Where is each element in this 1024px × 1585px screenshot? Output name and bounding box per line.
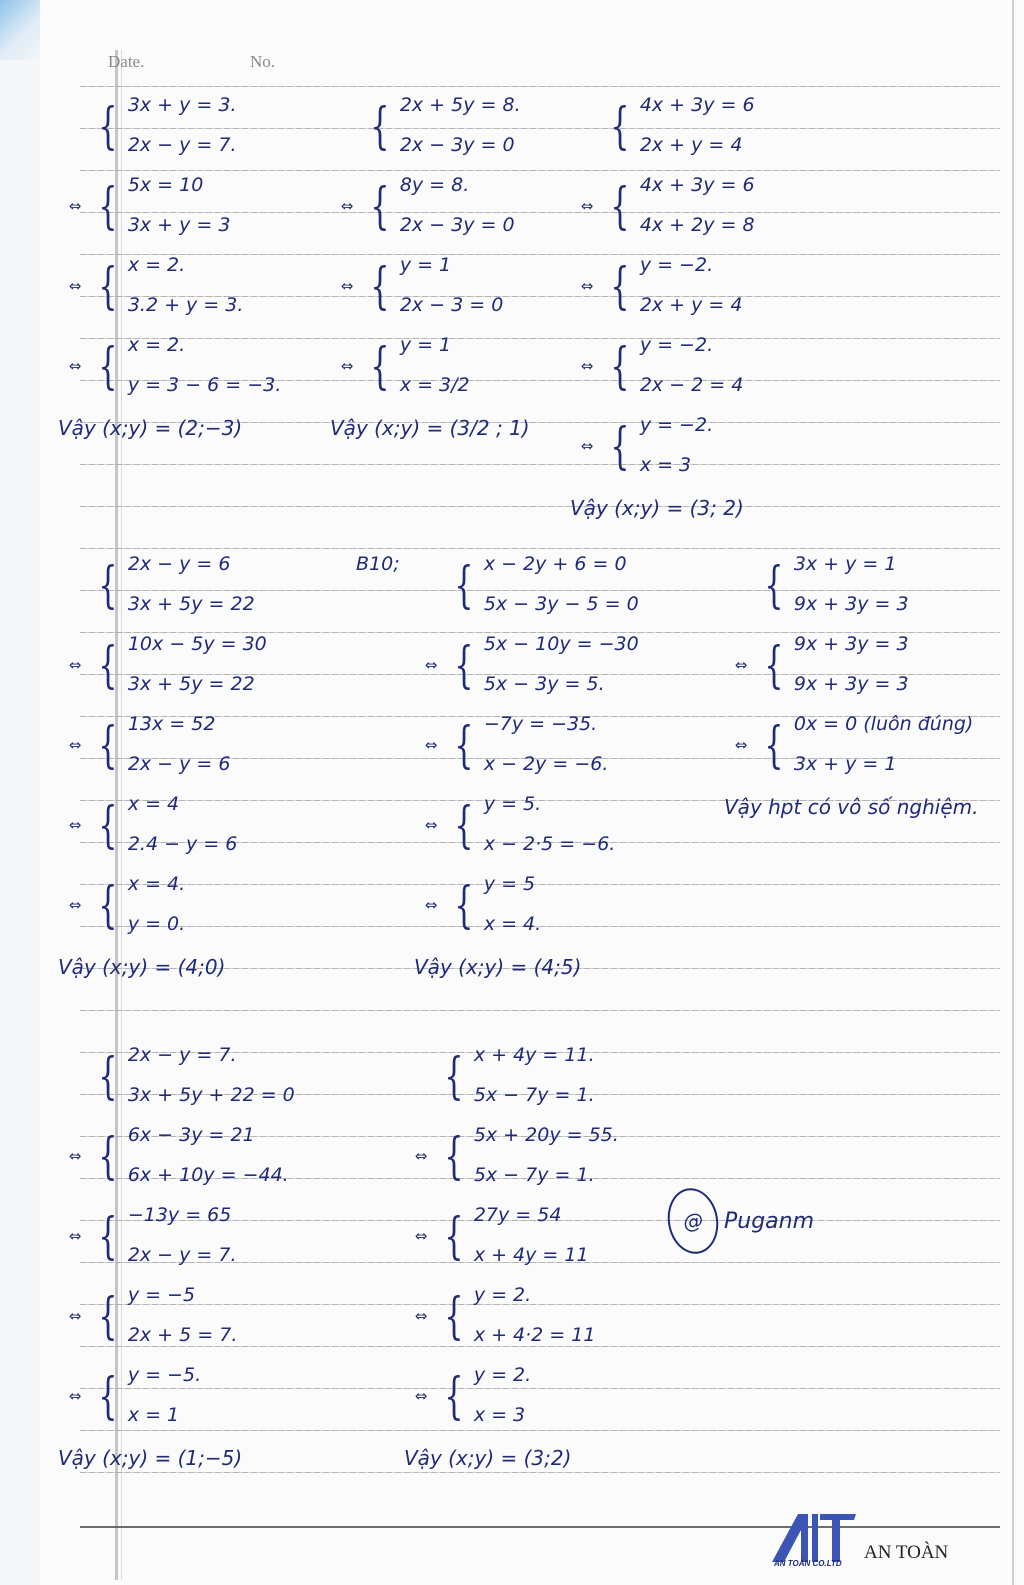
brace-icon: { <box>454 556 474 614</box>
equation-system <box>570 166 755 246</box>
equation-system <box>58 246 281 326</box>
equation: 2x − y = 6 <box>127 553 231 575</box>
brace-icon: { <box>98 177 118 235</box>
equation: 2x − y = 6 <box>127 753 231 775</box>
brace-icon: { <box>98 636 118 694</box>
equation: x − 2·5 = −6. <box>483 833 616 855</box>
equivalence-arrow-icon: ⇔ <box>414 1227 428 1245</box>
brace-icon: { <box>98 556 118 614</box>
equation-system <box>724 625 978 705</box>
equation: x − 2y = −6. <box>483 753 609 775</box>
brace-icon: { <box>98 876 118 934</box>
equation: 4x + 3y = 6 <box>639 174 755 196</box>
equivalence-arrow-icon: ⇔ <box>340 357 354 375</box>
equation: x = 3 <box>473 1404 526 1426</box>
brace-icon: { <box>98 257 118 315</box>
brace-icon: { <box>610 417 630 475</box>
signature-circle: @ <box>663 1184 724 1258</box>
equation: 2x − y = 7. <box>127 1044 237 1066</box>
equation: 2x + y = 4 <box>639 134 743 156</box>
brace-icon: { <box>764 636 784 694</box>
equation-system <box>58 326 281 406</box>
equation-system <box>570 246 755 326</box>
brace-icon: { <box>764 716 784 774</box>
equation: 5x − 10y = −30 <box>483 633 639 655</box>
equivalence-arrow-icon: ⇔ <box>68 197 82 215</box>
equation-system <box>330 166 530 246</box>
brace-icon: { <box>610 97 630 155</box>
brace-icon: { <box>98 1287 118 1345</box>
equation-system <box>58 86 281 166</box>
brace-icon: { <box>98 1047 118 1105</box>
equation: x = 4. <box>127 873 186 895</box>
equation-system <box>724 545 978 625</box>
brace-icon: { <box>610 257 630 315</box>
equivalence-arrow-icon: ⇔ <box>414 1307 428 1325</box>
equation: 8y = 8. <box>399 174 470 196</box>
brace-icon: { <box>98 716 118 774</box>
equation-system <box>58 1356 295 1436</box>
equation: x + 4y = 11 <box>473 1244 589 1266</box>
problem-8 <box>404 1036 619 1482</box>
equivalence-arrow-icon: ⇔ <box>340 277 354 295</box>
equation: 0x = 0 (luôn đúng) <box>793 713 974 735</box>
equivalence-arrow-icon: ⇔ <box>424 816 438 834</box>
equation-system <box>58 625 267 705</box>
brace-icon: { <box>370 257 390 315</box>
equation: y = 5. <box>483 793 542 815</box>
equation: 3.2 + y = 3. <box>127 294 244 316</box>
equation-system <box>58 1276 295 1356</box>
brace-icon: { <box>454 636 474 694</box>
equation: x = 4 <box>127 793 180 815</box>
equation-system <box>404 1116 619 1196</box>
equation: x = 4. <box>483 913 542 935</box>
equation: y = 3 − 6 = −3. <box>127 374 282 396</box>
brand-logo-icon <box>768 1510 858 1568</box>
equation: y = 0. <box>127 913 186 935</box>
brand-footer <box>768 1510 948 1568</box>
brace-icon: { <box>444 1367 464 1425</box>
equation-system <box>414 705 639 785</box>
equation: 4x + 3y = 6 <box>639 94 755 116</box>
equation: 2x + 5 = 7. <box>127 1324 238 1346</box>
equation: 27y = 54 <box>473 1204 562 1226</box>
equivalence-arrow-icon: ⇔ <box>68 1227 82 1245</box>
problem-7 <box>58 1036 295 1482</box>
equation: 2x − 2 = 4 <box>639 374 744 396</box>
equation: 4x + 2y = 8 <box>639 214 755 236</box>
equation-system <box>570 86 755 166</box>
signature-name: Puganm <box>724 1208 815 1234</box>
date-label: Date. <box>108 52 145 71</box>
equation-system <box>58 865 267 945</box>
equation: x + 4y = 11. <box>473 1044 595 1066</box>
equation: 3x + y = 1 <box>793 753 897 775</box>
solution-conclusion: Vậy (x;y) = (3/2 ; 1) <box>330 416 530 440</box>
equivalence-arrow-icon: ⇔ <box>580 197 594 215</box>
equivalence-arrow-icon: ⇔ <box>68 656 82 674</box>
equation: 9x + 3y = 3 <box>793 673 909 695</box>
equation-system <box>58 1196 295 1276</box>
equation-system <box>58 1036 295 1116</box>
equation: 5x − 3y = 5. <box>483 673 605 695</box>
equivalence-arrow-icon: ⇔ <box>424 736 438 754</box>
equation: 9x + 3y = 3 <box>793 593 909 615</box>
equation: x = 3/2 <box>399 374 470 396</box>
equation-system <box>414 625 639 705</box>
brace-icon: { <box>454 796 474 854</box>
brace-icon: { <box>98 97 118 155</box>
brace-icon: { <box>98 796 118 854</box>
page-edge <box>1012 0 1014 1585</box>
equation: x = 2. <box>127 334 186 356</box>
solution-conclusion: Vậy (x;y) = (4;0) <box>58 955 226 979</box>
solution-conclusion: Vậy (x;y) = (3;2) <box>404 1446 572 1470</box>
solution-conclusion: Vậy (x;y) = (1;−5) <box>58 1446 243 1470</box>
ruled-line <box>80 464 1000 465</box>
brace-icon: { <box>454 716 474 774</box>
section-label: B10; <box>356 553 400 575</box>
equation-system <box>58 705 267 785</box>
brace-icon: { <box>444 1127 464 1185</box>
equation: 3x + y = 3. <box>127 94 237 116</box>
equation-system <box>404 1196 619 1276</box>
equation: −7y = −35. <box>483 713 598 735</box>
equivalence-arrow-icon: ⇔ <box>68 277 82 295</box>
no-label: No. <box>250 52 276 71</box>
equivalence-arrow-icon: ⇔ <box>68 1147 82 1165</box>
equation: y = −5 <box>127 1284 196 1306</box>
brace-icon: { <box>370 177 390 235</box>
brace-icon: { <box>98 1367 118 1425</box>
brace-icon: { <box>444 1207 464 1265</box>
problem-1 <box>58 86 281 452</box>
ruled-line <box>80 506 1000 507</box>
equation-system <box>570 406 755 486</box>
equation-system <box>570 326 755 406</box>
equation: x + 4·2 = 11 <box>473 1324 596 1346</box>
equation-system <box>330 326 530 406</box>
equation: 3x + 5y = 22 <box>127 593 255 615</box>
equivalence-arrow-icon: ⇔ <box>68 816 82 834</box>
equation: 5x − 7y = 1. <box>473 1164 595 1186</box>
equation: 3x + y = 3 <box>127 214 231 236</box>
equation: y = −2. <box>639 334 714 356</box>
equation: y = 1 <box>399 254 452 276</box>
equation: 2x − 3y = 0 <box>399 214 515 236</box>
solution-conclusion: Vậy (x;y) = (2;−3) <box>58 416 243 440</box>
equation: 2x + y = 4 <box>639 294 743 316</box>
equation: 5x = 10 <box>127 174 204 196</box>
equation: y = −5. <box>127 1364 202 1386</box>
brace-icon: { <box>98 337 118 395</box>
brace-icon: { <box>610 177 630 235</box>
brace-icon: { <box>98 1207 118 1265</box>
equation-system <box>404 1276 619 1356</box>
equation: x = 1 <box>127 1404 180 1426</box>
brand-logo-subtitle: AN TOÀN CO.LTD <box>774 1559 842 1568</box>
equivalence-arrow-icon: ⇔ <box>68 896 82 914</box>
equation: 2x − 3 = 0 <box>399 294 504 316</box>
equivalence-arrow-icon: ⇔ <box>68 1387 82 1405</box>
equation: 5x + 20y = 55. <box>473 1124 619 1146</box>
equivalence-arrow-icon: ⇔ <box>734 656 748 674</box>
equation: −13y = 65 <box>127 1204 232 1226</box>
equation: 2x − 3y = 0 <box>399 134 515 156</box>
equation: y = 2. <box>473 1364 532 1386</box>
equation: y = −2. <box>639 414 714 436</box>
problem-5 <box>414 545 639 991</box>
brand-name: AN TOÀN <box>864 1542 949 1563</box>
problem-4 <box>58 545 267 991</box>
brace-icon: { <box>444 1047 464 1105</box>
equation: 3x + 5y + 22 = 0 <box>127 1084 295 1106</box>
equation: y = 2. <box>473 1284 532 1306</box>
equivalence-arrow-icon: ⇔ <box>424 896 438 914</box>
equivalence-arrow-icon: ⇔ <box>734 736 748 754</box>
equation-system <box>58 545 267 625</box>
equivalence-arrow-icon: ⇔ <box>424 656 438 674</box>
equation: 2x − y = 7. <box>127 134 237 156</box>
equation-system <box>58 166 281 246</box>
equivalence-arrow-icon: ⇔ <box>68 357 82 375</box>
problem-3 <box>570 86 755 532</box>
equation: 5x − 3y − 5 = 0 <box>483 593 639 615</box>
brace-icon: { <box>444 1287 464 1345</box>
equation: 2.4 − y = 6 <box>127 833 238 855</box>
equation: 10x − 5y = 30 <box>127 633 267 655</box>
equation: y = −2. <box>639 254 714 276</box>
equivalence-arrow-icon: ⇔ <box>414 1387 428 1405</box>
ruled-line <box>80 1010 1000 1011</box>
equation-system <box>58 1116 295 1196</box>
equivalence-arrow-icon: ⇔ <box>68 736 82 754</box>
equation: 6x + 10y = −44. <box>127 1164 289 1186</box>
equation-system <box>330 86 530 166</box>
equation: x = 3 <box>639 454 692 476</box>
brace-icon: { <box>764 556 784 614</box>
equation: 9x + 3y = 3 <box>793 633 909 655</box>
equation-system <box>330 246 530 326</box>
equivalence-arrow-icon: ⇔ <box>340 197 354 215</box>
brace-icon: { <box>370 97 390 155</box>
equation: 2x + 5y = 8. <box>399 94 521 116</box>
equation: 13x = 52 <box>127 713 216 735</box>
equivalence-arrow-icon: ⇔ <box>580 357 594 375</box>
equation-system <box>404 1036 619 1116</box>
equation-system <box>414 785 639 865</box>
equivalence-arrow-icon: ⇔ <box>580 277 594 295</box>
equation: x = 2. <box>127 254 186 276</box>
equation-system <box>58 785 267 865</box>
problem-6 <box>724 545 978 831</box>
brace-icon: { <box>610 337 630 395</box>
equation: x − 2y + 6 = 0 <box>483 553 627 575</box>
signature <box>668 1188 814 1254</box>
equation: 6x − 3y = 21 <box>127 1124 255 1146</box>
equivalence-arrow-icon: ⇔ <box>414 1147 428 1165</box>
solution-conclusion: Vậy hpt có vô số nghiệm. <box>724 795 979 819</box>
solution-conclusion: Vậy (x;y) = (3; 2) <box>570 496 744 520</box>
brace-icon: { <box>370 337 390 395</box>
equation: 3x + y = 1 <box>793 553 897 575</box>
equation-system <box>404 1356 619 1436</box>
equation: 3x + 5y = 22 <box>127 673 255 695</box>
equivalence-arrow-icon: ⇔ <box>68 1307 82 1325</box>
equation: y = 5 <box>483 873 536 895</box>
equation: 5x − 7y = 1. <box>473 1084 595 1106</box>
brace-icon: { <box>454 876 474 934</box>
solution-conclusion: Vậy (x;y) = (4;5) <box>414 955 582 979</box>
equation-system <box>414 865 639 945</box>
equation-system <box>414 545 639 625</box>
equation: y = 1 <box>399 334 452 356</box>
equation-system <box>724 705 978 785</box>
equivalence-arrow-icon: ⇔ <box>580 437 594 455</box>
equation: 2x − y = 7. <box>127 1244 237 1266</box>
brace-icon: { <box>98 1127 118 1185</box>
problem-2 <box>330 86 530 452</box>
